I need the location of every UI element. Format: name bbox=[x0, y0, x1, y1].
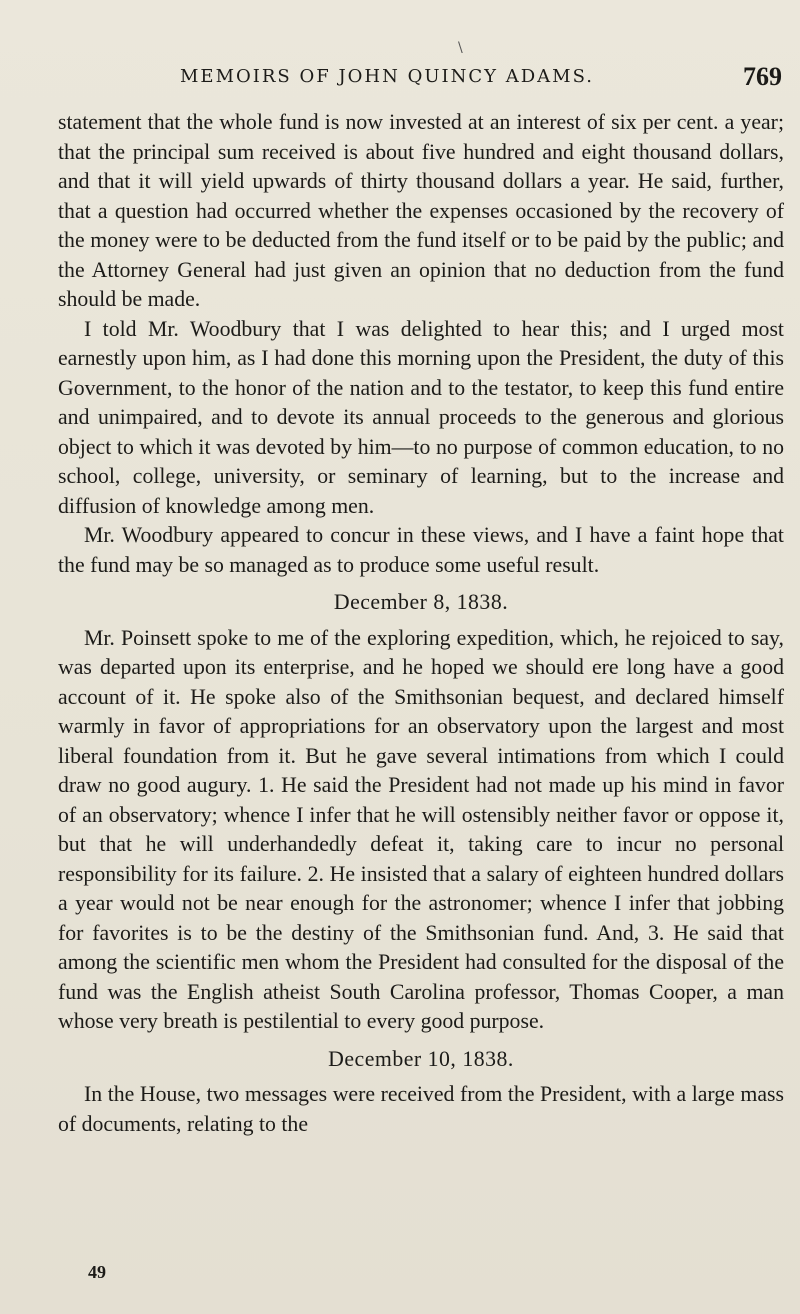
page-number: 769 bbox=[743, 62, 782, 91]
running-head: MEMOIRS OF JOHN QUINCY ADAMS. bbox=[180, 66, 595, 87]
page-header bbox=[60, 62, 782, 96]
paragraph: statement that the whole fund is now invested at an interest of six per cent. a year; that the principal sum received is about five hundred and eight thousand dollars, and that it will yield upwards of thirty thousand dollars a year. He said, further, that a question had occurred whether the expenses occasioned by the recovery of the money were to be deducted from the fund itself or to be paid by the public; and the Attorney General had just given an opinion that no deduction from the fund should be made. bbox=[58, 110, 784, 311]
paragraph: I told Mr. Woodbury that I was delighted to hear this; and I urged most earnestly upon him, as I had done this morning upon the President, the duty of this Government, to the honor of the nation and to the testator, to keep this fund entire and unimpaired, and to devote its annual proceeds to the generous and glorious object to which it was devoted by him—to no purpose of common education, to no school, college, university, or seminary of learning, but to the increase and diffusion of knowledge among men. bbox=[58, 316, 784, 518]
date-heading: December 8, 1838. bbox=[333, 590, 509, 614]
date-heading: December 10, 1838. bbox=[328, 1046, 514, 1071]
body-text bbox=[58, 108, 784, 1139]
printer-mark: \ bbox=[458, 40, 463, 56]
signature-mark: 49 bbox=[88, 1262, 106, 1282]
paragraph: Mr. Woodbury appeared to concur in these views, and I have a faint hope that the fund may be so managed as to produce some useful result. bbox=[58, 523, 784, 577]
paragraph: Mr. Poinsett spoke to me of the exploring expedition, which, he rejoiced to say, was departed upon its enterprise, and he hoped we should ere long have a good account of it. He spoke also of the Smithsonian bequest, and declared himself warmly in favor of appropriations for an observatory upon the largest and most liberal foundation from it. But he gave several intimations from which I could draw no good augury. 1. He said the President had not made up his mind in favor of an observatory; whence I infer that he will ostensibly neither favor or oppose it, but that he will underhandedly defeat it, taking care to incur no personal responsibility for its failure. 2. He insisted that a salary of eighteen hundred dollars a year would not be near enough for the astronomer; whence I infer that jobbing for favorites is to be the destiny of the Smithsonian fund. And, 3. He said that among the scientific men whom the President had consulted for the disposal of the fund was the English atheist South Carolina professor, Thomas Cooper, a man whose very breath is pestilential to every good purpose. bbox=[58, 625, 784, 1033]
paragraph: In the House, two messages were received from the President, with a large mass of documents, relating to the bbox=[58, 1082, 784, 1136]
